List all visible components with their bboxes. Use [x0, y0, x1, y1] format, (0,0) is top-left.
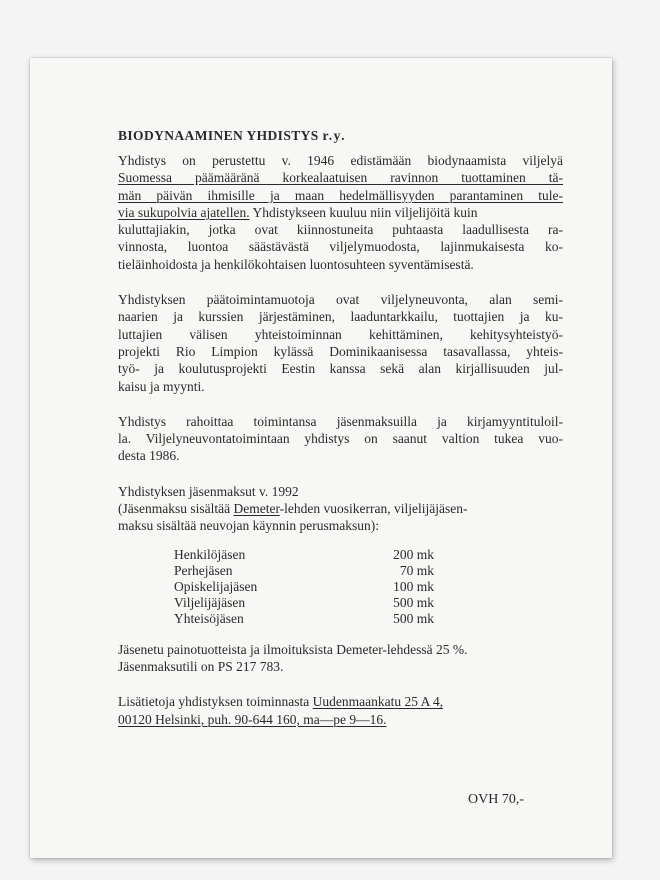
contact-paragraph — [118, 693, 563, 728]
discount-paragraph — [118, 641, 563, 676]
text-line: Yhdistys on perustettu v. 1946 edistämään biodynaamista viljelyä — [118, 153, 563, 168]
text-line — [118, 187, 563, 204]
text-line — [118, 693, 563, 710]
text-line: naarien ja kurssien järjestäminen, laaduntarkkailu, tuottajien ja ku- — [118, 309, 563, 325]
fee-amount: 200 mk — [393, 546, 434, 562]
table-row — [174, 563, 434, 579]
text-line: kaisu ja myynti. — [118, 378, 205, 394]
heading-text: BIODYNAAMINEN YHDISTYS — [118, 128, 319, 143]
text-span: -lehden vuosikerran, viljelijäjäsen- — [279, 501, 468, 517]
text-line — [118, 711, 563, 728]
fee-amount: 500 mk — [393, 594, 434, 610]
text-line: maksu sisältää neuvojan käynnin perusmaksun): — [118, 518, 379, 534]
text-line — [118, 204, 563, 221]
fee-label: Yhteisöjäsen — [174, 610, 244, 626]
fee-label: Perhejäsen — [174, 562, 233, 578]
table-row — [174, 579, 434, 595]
intro-paragraph — [118, 152, 563, 273]
text-line: Yhdistys rahoittaa toimintansa jäsenmaksuilla ja kirjamyyntituloil- — [118, 413, 563, 429]
underlined-text: 00120 Helsinki, puh. 90-644 160, ma—pe 9—16. — [118, 711, 387, 727]
booklet-back-cover — [30, 58, 612, 858]
text-line — [118, 500, 563, 517]
text-line: projekti Rio Limpion kylässä Dominikaanisessa tasavallassa, yhteis- — [118, 343, 563, 359]
price-label: OVH 70,- — [468, 792, 524, 807]
text-line: vinnosta, luontoa säästävästä viljelymuodosta, lajinmukaisesta ko- — [118, 239, 563, 255]
funding-paragraph — [118, 413, 563, 465]
text-line: desta 1986. — [118, 448, 180, 464]
text-line: Jäsenmaksutili on PS 217 783. — [118, 658, 284, 674]
text-line — [118, 169, 563, 186]
text-line: tieläinhoidosta ja henkilökohtaisen luontosuhteen syventämisestä. — [118, 256, 474, 272]
text-line: työ- ja koulutusprojekti Eestin kanssa sekä alan kirjallisuuden jul- — [118, 361, 563, 377]
underlined-text: Uudenmaankatu 25 A 4, — [312, 694, 444, 710]
text-line: kuluttajiakin, jotka ovat kiinnostuneita puhtaasta laadullisesta ra- — [118, 222, 563, 238]
text-span: Lisätietoja yhdistyksen toiminnasta — [118, 694, 313, 710]
text-line: Jäsenetu painotuotteista ja ilmoituksista Demeter-lehdessä 25 %. — [118, 641, 468, 657]
fee-label: Viljelijäjäsen — [174, 594, 246, 610]
heading-suffix: r.y. — [322, 128, 346, 143]
fee-table — [174, 547, 434, 627]
underlined-text: via sukupolvia ajatellen. — [118, 204, 250, 220]
underlined-text: Demeter — [233, 501, 280, 517]
fee-amount: 70 mk — [399, 562, 434, 578]
page-title — [118, 128, 612, 144]
activities-paragraph — [118, 291, 563, 395]
table-row — [174, 611, 434, 627]
text-span: Yhdistykseen kuuluu niin viljelijöitä kuin — [249, 204, 478, 220]
fee-amount: 500 mk — [393, 610, 434, 626]
text-line: Yhdistyksen jäsenmaksut v. 1992 — [118, 483, 299, 499]
text-line: Yhdistyksen päätoimintamuotoja ovat viljelyneuvonta, alan semi- — [118, 292, 563, 308]
fee-amount: 100 mk — [393, 578, 434, 594]
underlined-text: män päivän ihmisille ja maan hedelmällisyyden parantaminen tule- — [118, 187, 563, 203]
fee-label: Henkilöjäsen — [174, 546, 246, 562]
text-span: (Jäsenmaksu sisältää — [118, 501, 234, 517]
fee-label: Opiskelijajäsen — [174, 578, 258, 594]
underlined-text: Suomessa päämääränä korkealaatuisen ravinnon tuottaminen tä- — [118, 170, 563, 186]
text-line: la. Viljelyneuvontatoimintaan yhdistys on saanut valtion tukea vuo- — [118, 431, 563, 447]
fees-intro — [118, 483, 563, 535]
table-row — [174, 595, 434, 611]
text-line: luttajien välisen yhteistoiminnan kehittäminen, kehitysyhteistyö- — [118, 326, 563, 342]
table-row — [174, 547, 434, 563]
